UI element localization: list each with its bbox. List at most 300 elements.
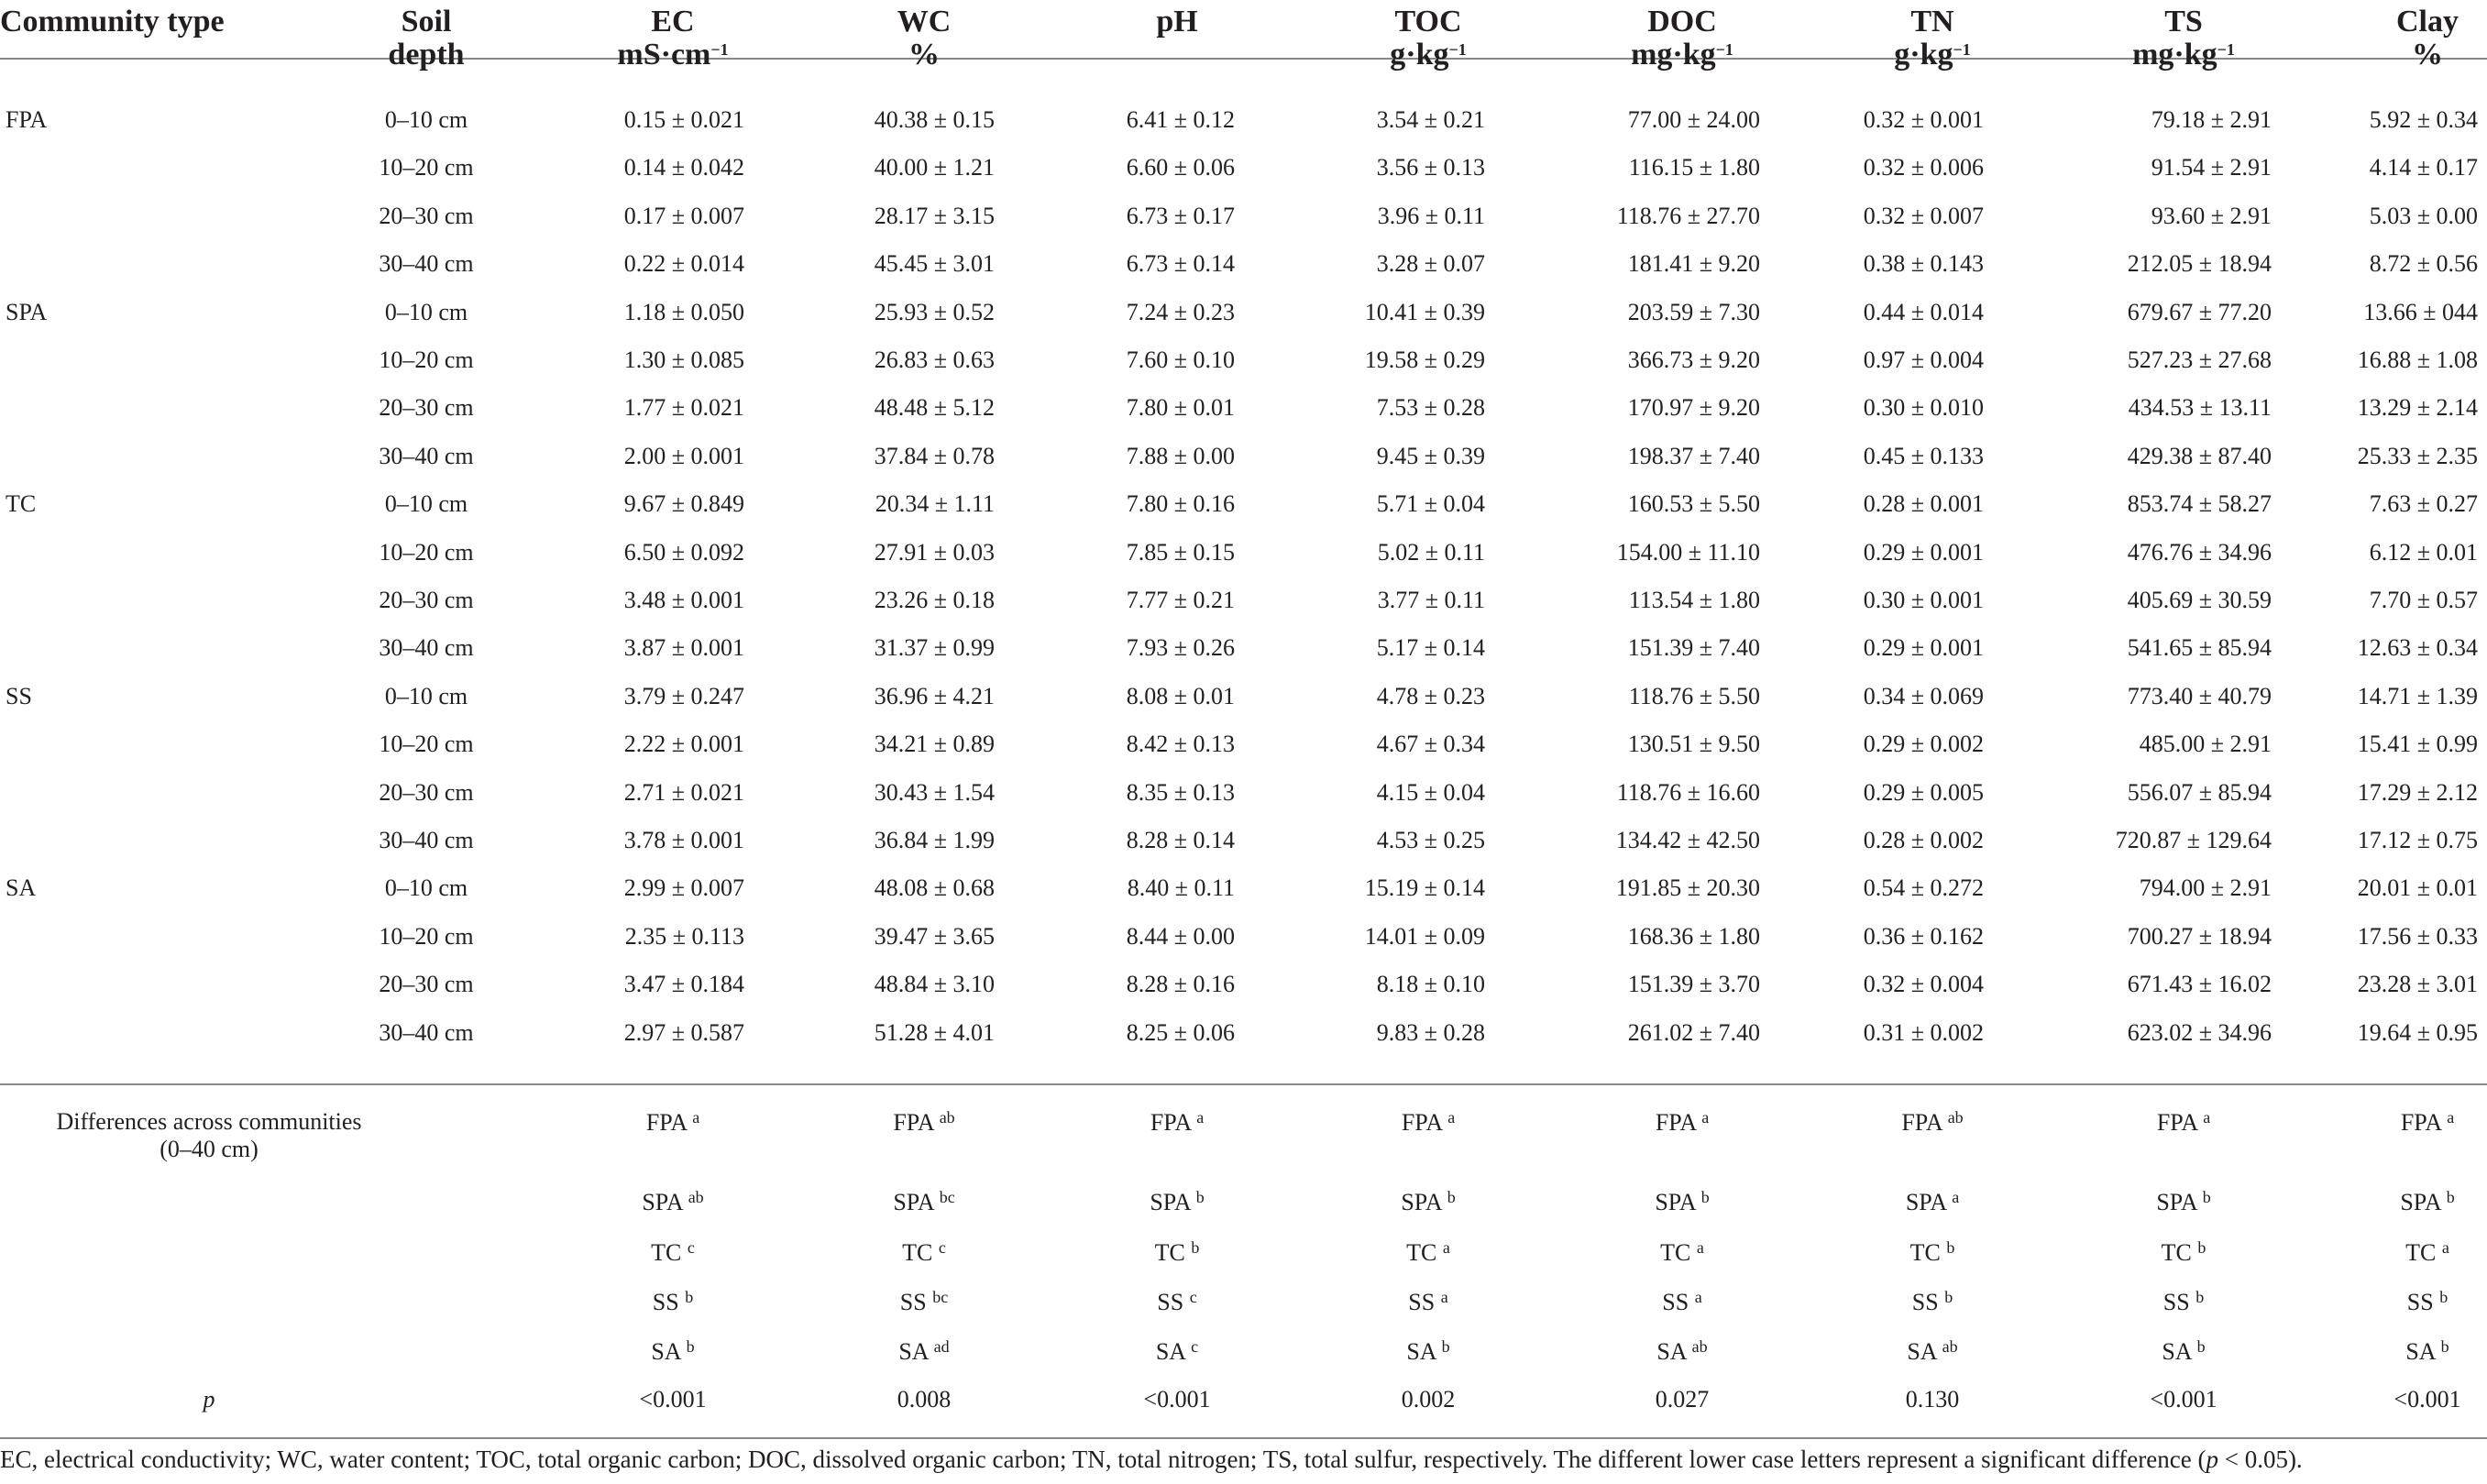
table-cell-tn: 0.45 ± 0.133 bbox=[1863, 442, 1984, 469]
significance-community: TC bbox=[902, 1239, 939, 1266]
header-ec-unit-exponent: −1 bbox=[710, 40, 729, 59]
table-cell-ph: 7.88 ± 0.00 bbox=[1126, 442, 1235, 469]
table-cell-toc: 15.19 ± 0.14 bbox=[1364, 874, 1485, 902]
header-toc bbox=[1390, 5, 1467, 71]
table-cell-wc: 30.43 ± 1.54 bbox=[874, 778, 995, 806]
header-community-line: Community type bbox=[0, 5, 225, 38]
significance-letter-cell bbox=[1912, 1289, 1953, 1316]
table-cell-doc: 77.00 ± 24.00 bbox=[1627, 106, 1760, 133]
significance-letter: a bbox=[1952, 1188, 1960, 1206]
table-cell-clay: 5.03 ± 0.00 bbox=[2369, 202, 2478, 229]
header-tn-line: TN bbox=[1910, 5, 1954, 38]
table-cell-ts: 720.87 ± 129.64 bbox=[2115, 827, 2272, 853]
table-cell-wc: 45.45 ± 3.01 bbox=[874, 250, 995, 278]
significance-letter: a bbox=[2441, 1238, 2449, 1257]
row-depth: 20–30 cm bbox=[379, 971, 474, 998]
table-cell-wc: 36.96 ± 4.21 bbox=[874, 682, 995, 709]
table-cell-ph: 8.28 ± 0.14 bbox=[1126, 827, 1235, 853]
significance-letter: b bbox=[1195, 1188, 1205, 1206]
table-cell-doc: 151.39 ± 3.70 bbox=[1627, 971, 1760, 998]
table-cell-ec: 0.17 ± 0.007 bbox=[623, 202, 744, 229]
table-cell-ts: 700.27 ± 18.94 bbox=[2127, 922, 2272, 950]
table-cell-ts: 429.38 ± 87.40 bbox=[2127, 442, 2272, 469]
row-depth: 0–10 cm bbox=[384, 298, 468, 325]
table-cell-clay: 17.12 ± 0.75 bbox=[2357, 827, 2478, 853]
table-cell-toc: 9.83 ± 0.28 bbox=[1376, 1018, 1485, 1046]
significance-letter: bc bbox=[932, 1288, 949, 1306]
table-cell-toc: 8.18 ± 0.10 bbox=[1376, 971, 1485, 998]
header-ec-line: EC bbox=[651, 5, 695, 38]
row-depth: 0–10 cm bbox=[384, 106, 468, 133]
p-value-cell: <0.001 bbox=[1143, 1386, 1211, 1413]
significance-community: SA bbox=[2162, 1338, 2197, 1365]
table-cell-wc: 48.08 ± 0.68 bbox=[874, 874, 995, 902]
significance-letter-cell bbox=[1156, 1338, 1198, 1366]
table-cell-clay: 5.92 ± 0.34 bbox=[2369, 106, 2478, 133]
p-value-cell: 0.008 bbox=[897, 1386, 952, 1413]
table-cell-tn: 0.38 ± 0.143 bbox=[1863, 250, 1984, 278]
significance-letter: c bbox=[1191, 1337, 1199, 1356]
p-value-cell: 0.002 bbox=[1401, 1386, 1456, 1413]
significance-letter-cell bbox=[1655, 1189, 1709, 1216]
row-community: SA bbox=[6, 874, 37, 902]
significance-letter: c bbox=[938, 1238, 946, 1257]
p-value-cell: <0.001 bbox=[639, 1386, 707, 1413]
significance-community: FPA bbox=[1401, 1109, 1448, 1136]
table-cell-ph: 8.35 ± 0.13 bbox=[1126, 778, 1235, 806]
significance-community: SS bbox=[1911, 1289, 1945, 1315]
header-depth-line: Soil bbox=[401, 5, 452, 38]
significance-community: SPA bbox=[1150, 1189, 1196, 1215]
table-cell-toc: 4.15 ± 0.04 bbox=[1376, 778, 1485, 806]
table-cell-ph: 7.80 ± 0.16 bbox=[1126, 490, 1235, 518]
header-tn-unit-exponent: −1 bbox=[1953, 40, 1971, 59]
table-cell-tn: 0.29 ± 0.001 bbox=[1863, 538, 1984, 566]
header-toc-unit-exponent: −1 bbox=[1448, 40, 1467, 59]
table-cell-ts: 212.05 ± 18.94 bbox=[2127, 250, 2272, 278]
significance-letter-cell bbox=[2162, 1239, 2206, 1267]
row-depth: 0–10 cm bbox=[384, 490, 468, 518]
table-cell-clay: 12.63 ± 0.34 bbox=[2357, 634, 2478, 662]
table-cell-doc: 151.39 ± 7.40 bbox=[1627, 634, 1760, 662]
significance-community: FPA bbox=[1655, 1109, 1702, 1136]
table-cell-tn: 0.32 ± 0.006 bbox=[1863, 154, 1984, 181]
table-cell-ts: 671.43 ± 16.02 bbox=[2127, 971, 2272, 998]
significance-letter: ab bbox=[1947, 1108, 1964, 1127]
significance-community: TC bbox=[1406, 1239, 1443, 1266]
significance-community: FPA bbox=[2156, 1109, 2204, 1136]
table-cell-ec: 9.67 ± 0.849 bbox=[623, 490, 744, 518]
differences-label-line: Differences across communities bbox=[56, 1108, 362, 1135]
header-doc bbox=[1631, 5, 1733, 71]
footnote-rule bbox=[0, 1437, 2487, 1439]
header-ts-line: TS bbox=[2164, 5, 2203, 38]
significance-letter-cell bbox=[1401, 1189, 1455, 1216]
significance-community: SPA bbox=[2400, 1189, 2447, 1215]
table-cell-ts: 527.23 ± 27.68 bbox=[2127, 346, 2272, 373]
table-cell-doc: 366.73 ± 9.20 bbox=[1627, 346, 1760, 373]
significance-letter-cell bbox=[651, 1338, 694, 1366]
table-cell-clay: 17.56 ± 0.33 bbox=[2357, 922, 2478, 950]
table-cell-ph: 8.25 ± 0.06 bbox=[1126, 1018, 1235, 1046]
header-depth-line: depth bbox=[388, 38, 465, 71]
header-ts-line: $mg\cdot kg^{-1}$ bbox=[2132, 38, 2235, 71]
table-cell-doc: 168.36 ± 1.80 bbox=[1627, 922, 1760, 950]
table-cell-ec: 3.79 ± 0.247 bbox=[623, 682, 744, 709]
table-cell-ts: 405.69 ± 30.59 bbox=[2127, 587, 2272, 613]
significance-letter: b bbox=[1946, 1238, 1955, 1257]
row-depth: 0–10 cm bbox=[384, 682, 468, 709]
significance-letter: a bbox=[1196, 1108, 1205, 1127]
table-cell-ph: 7.85 ± 0.15 bbox=[1126, 538, 1235, 566]
significance-letter: b bbox=[686, 1337, 695, 1356]
table-cell-tn: 0.97 ± 0.004 bbox=[1863, 346, 1984, 373]
significance-community: SPA bbox=[2156, 1189, 2203, 1215]
header-doc-unit-exponent: −1 bbox=[1715, 40, 1733, 59]
table-cell-ts: 93.60 ± 2.91 bbox=[2151, 202, 2272, 229]
significance-community: TC bbox=[2405, 1239, 2442, 1266]
table-cell-ph: 7.77 ± 0.21 bbox=[1126, 587, 1235, 613]
significance-letter: b bbox=[2446, 1188, 2455, 1206]
row-depth: 10–20 cm bbox=[379, 731, 474, 758]
significance-community: SPA bbox=[1655, 1189, 1701, 1215]
table-cell-tn: 0.30 ± 0.001 bbox=[1863, 587, 1984, 613]
row-depth: 30–40 cm bbox=[379, 1018, 474, 1046]
header-rule bbox=[0, 58, 2487, 60]
table-cell-tn: 0.32 ± 0.007 bbox=[1863, 202, 1984, 229]
row-depth: 20–30 cm bbox=[379, 394, 474, 422]
header-ph-line: pH bbox=[1156, 5, 1198, 38]
significance-letter: bc bbox=[939, 1188, 955, 1206]
table-cell-wc: 40.00 ± 1.21 bbox=[874, 154, 995, 181]
differences-label-line: (0–40 cm) bbox=[160, 1136, 259, 1162]
table-cell-tn: 0.32 ± 0.001 bbox=[1863, 106, 1984, 133]
table-cell-toc: 4.53 ± 0.25 bbox=[1376, 827, 1485, 853]
significance-letter: ab bbox=[688, 1188, 704, 1206]
table-cell-ph: 6.60 ± 0.06 bbox=[1126, 154, 1235, 181]
table-cell-ec: 3.47 ± 0.184 bbox=[623, 971, 744, 998]
header-ec bbox=[617, 5, 728, 71]
significance-letter-cell bbox=[642, 1189, 703, 1216]
significance-letter: a bbox=[1440, 1288, 1448, 1306]
header-wc bbox=[897, 5, 952, 71]
table-cell-clay: 20.01 ± 0.01 bbox=[2357, 874, 2478, 902]
significance-community: SS bbox=[1157, 1289, 1190, 1315]
table-cell-tn: 0.44 ± 0.014 bbox=[1863, 298, 1984, 325]
table-cell-ec: 2.97 ± 0.587 bbox=[623, 1018, 744, 1046]
significance-letter: a bbox=[1442, 1238, 1450, 1257]
header-ts bbox=[2132, 5, 2235, 71]
table-cell-toc: 3.54 ± 0.21 bbox=[1376, 106, 1485, 133]
table-cell-tn: 0.30 ± 0.010 bbox=[1863, 394, 1984, 422]
significance-community: SA bbox=[1907, 1338, 1942, 1365]
table-cell-clay: 19.64 ± 0.95 bbox=[2357, 1018, 2478, 1046]
row-community: FPA bbox=[6, 106, 48, 133]
significance-letter-cell bbox=[1155, 1239, 1200, 1267]
table-cell-ts: 794.00 ± 2.91 bbox=[2139, 874, 2272, 902]
significance-letter-cell bbox=[1406, 1239, 1450, 1267]
table-cell-doc: 181.41 ± 9.20 bbox=[1627, 250, 1760, 278]
header-tn-line: $g\cdot kg^{-1}$ bbox=[1894, 38, 1971, 71]
table-cell-ts: 434.53 ± 13.11 bbox=[2128, 394, 2272, 422]
significance-community: SS bbox=[899, 1289, 933, 1315]
row-depth: 30–40 cm bbox=[379, 827, 474, 853]
table-cell-toc: 10.41 ± 0.39 bbox=[1364, 298, 1485, 325]
table-cell-toc: 4.78 ± 0.23 bbox=[1376, 682, 1485, 709]
table-cell-ts: 853.74 ± 58.27 bbox=[2127, 490, 2272, 518]
header-clay-line: % bbox=[2412, 38, 2443, 71]
table-cell-ec: 2.71 ± 0.021 bbox=[623, 778, 744, 806]
table-cell-tn: 0.32 ± 0.004 bbox=[1863, 971, 1984, 998]
header-doc-line: $mg\cdot kg^{-1}$ bbox=[1631, 38, 1733, 71]
significance-community: FPA bbox=[1150, 1109, 1197, 1136]
table-cell-tn: 0.28 ± 0.002 bbox=[1863, 827, 1984, 853]
table-cell-clay: 23.28 ± 3.01 bbox=[2357, 971, 2478, 998]
significance-letter-cell bbox=[902, 1239, 946, 1267]
header-depth bbox=[388, 5, 464, 71]
significance-letter: c bbox=[1189, 1288, 1197, 1306]
table-cell-ec: 1.18 ± 0.050 bbox=[623, 298, 744, 325]
significance-letter-cell bbox=[1402, 1109, 1455, 1137]
row-depth: 10–20 cm bbox=[379, 346, 474, 373]
header-doc-line: DOC bbox=[1647, 5, 1717, 38]
significance-letter-cell bbox=[898, 1338, 949, 1366]
section-rule bbox=[0, 1083, 2487, 1085]
table-footnote: EC, electrical conductivity; WC, water content; TOC, total organic carbon; DOC, dissolved organic carbon; TN, total nitrogen; TS, total sulfur, respectively. The different lower case letters represent a significant difference (p < 0.05). bbox=[0, 1446, 2303, 1473]
significance-letter-cell bbox=[900, 1289, 948, 1316]
significance-community: SPA bbox=[1905, 1189, 1953, 1215]
significance-letter-cell bbox=[2163, 1289, 2204, 1316]
table-cell-toc: 5.17 ± 0.14 bbox=[1376, 634, 1485, 662]
table-cell-ec: 0.15 ± 0.021 bbox=[623, 106, 744, 133]
significance-community: SS bbox=[1662, 1289, 1695, 1315]
row-depth: 20–30 cm bbox=[379, 202, 474, 229]
table-cell-wc: 39.47 ± 3.65 bbox=[874, 922, 995, 950]
significance-letter-cell bbox=[2156, 1189, 2210, 1216]
significance-letter-cell bbox=[2162, 1338, 2205, 1366]
significance-community: FPA bbox=[2400, 1109, 2448, 1136]
significance-letter-cell bbox=[893, 1109, 954, 1137]
significance-community: SPA bbox=[893, 1189, 940, 1215]
table-cell-wc: 51.28 ± 4.01 bbox=[874, 1018, 995, 1046]
significance-letter: a bbox=[2447, 1108, 2455, 1127]
significance-letter: b bbox=[1441, 1337, 1450, 1356]
significance-letter: a bbox=[692, 1108, 700, 1127]
row-depth: 30–40 cm bbox=[379, 250, 474, 278]
p-value-label: p bbox=[203, 1386, 215, 1413]
header-ec-line: $mS\cdot cm^{-1}$ bbox=[617, 38, 729, 71]
table-cell-tn: 0.28 ± 0.001 bbox=[1863, 490, 1984, 518]
table-cell-clay: 8.72 ± 0.56 bbox=[2369, 250, 2478, 278]
table-cell-doc: 160.53 ± 5.50 bbox=[1627, 490, 1760, 518]
table-cell-wc: 27.91 ± 0.03 bbox=[874, 538, 995, 566]
significance-community: TC bbox=[2161, 1239, 2198, 1266]
significance-letter: b bbox=[1191, 1238, 1200, 1257]
significance-letter: a bbox=[1701, 1108, 1710, 1127]
significance-letter-cell bbox=[1656, 1109, 1709, 1137]
table-cell-ph: 7.80 ± 0.01 bbox=[1126, 394, 1235, 422]
table-cell-wc: 34.21 ± 0.89 bbox=[874, 731, 995, 758]
significance-letter-cell bbox=[1907, 1338, 1957, 1366]
row-depth: 10–20 cm bbox=[379, 154, 474, 181]
significance-letter-cell bbox=[1906, 1189, 1959, 1216]
header-wc-line: % bbox=[908, 38, 940, 71]
table-cell-doc: 134.42 ± 42.50 bbox=[1615, 827, 1760, 853]
significance-letter: a bbox=[1694, 1288, 1702, 1306]
table-cell-ph: 6.73 ± 0.17 bbox=[1126, 202, 1235, 229]
table-cell-ec: 3.48 ± 0.001 bbox=[623, 587, 744, 613]
table-cell-doc: 154.00 ± 11.10 bbox=[1616, 538, 1760, 566]
significance-community: SA bbox=[1656, 1338, 1692, 1365]
significance-community: SA bbox=[651, 1338, 687, 1365]
significance-community: SPA bbox=[642, 1189, 688, 1215]
table-cell-ec: 6.50 ± 0.092 bbox=[623, 538, 744, 566]
significance-letter-cell bbox=[1660, 1239, 1704, 1267]
significance-letter-cell bbox=[1150, 1189, 1204, 1216]
table-cell-doc: 198.37 ± 7.40 bbox=[1627, 442, 1760, 469]
table-cell-doc: 261.02 ± 7.40 bbox=[1627, 1018, 1760, 1046]
table-cell-ec: 2.22 ± 0.001 bbox=[623, 731, 744, 758]
significance-letter: b bbox=[1944, 1288, 1953, 1306]
table-cell-wc: 36.84 ± 1.99 bbox=[874, 827, 995, 853]
significance-community: SS bbox=[2406, 1289, 2440, 1315]
table-cell-wc: 20.34 ± 1.11 bbox=[875, 490, 995, 518]
significance-letter-cell bbox=[1408, 1289, 1447, 1316]
significance-letter: b bbox=[2196, 1337, 2206, 1356]
table-cell-clay: 25.33 ± 2.35 bbox=[2357, 442, 2478, 469]
table-cell-tn: 0.54 ± 0.272 bbox=[1863, 874, 1984, 902]
table-cell-wc: 48.48 ± 5.12 bbox=[874, 394, 995, 422]
table-cell-toc: 9.45 ± 0.39 bbox=[1376, 442, 1485, 469]
table-cell-ph: 7.24 ± 0.23 bbox=[1126, 298, 1235, 325]
table-cell-ec: 0.14 ± 0.042 bbox=[623, 154, 744, 181]
significance-letter-cell bbox=[2157, 1109, 2210, 1137]
significance-community: FPA bbox=[1901, 1109, 1948, 1136]
table-cell-doc: 191.85 ± 20.30 bbox=[1615, 874, 1760, 902]
significance-letter: b bbox=[2197, 1238, 2206, 1257]
table-cell-toc: 14.01 ± 0.09 bbox=[1364, 922, 1485, 950]
table-cell-wc: 40.38 ± 0.15 bbox=[874, 106, 995, 133]
significance-community: TC bbox=[1660, 1239, 1697, 1266]
significance-letter-cell bbox=[1406, 1338, 1449, 1366]
header-clay-line: Clay bbox=[2396, 5, 2459, 38]
table-cell-clay: 14.71 ± 1.39 bbox=[2357, 682, 2478, 709]
table-cell-tn: 0.29 ± 0.001 bbox=[1863, 634, 1984, 662]
significance-community: FPA bbox=[645, 1109, 693, 1136]
significance-community: TC bbox=[651, 1239, 688, 1266]
significance-community: SPA bbox=[1401, 1189, 1447, 1215]
row-depth: 0–10 cm bbox=[384, 874, 468, 902]
significance-letter-cell bbox=[893, 1189, 954, 1216]
table-cell-ph: 6.41 ± 0.12 bbox=[1126, 106, 1235, 133]
table-cell-ts: 679.67 ± 77.20 bbox=[2127, 298, 2272, 325]
table-cell-doc: 116.15 ± 1.80 bbox=[1628, 154, 1760, 181]
table-cell-ec: 2.35 ± 0.113 bbox=[624, 922, 744, 950]
row-community: SS bbox=[6, 682, 32, 709]
header-tn bbox=[1894, 5, 1971, 71]
row-depth: 30–40 cm bbox=[379, 442, 474, 469]
table-cell-ec: 3.78 ± 0.001 bbox=[623, 827, 744, 853]
p-value-cell: <0.001 bbox=[2393, 1386, 2461, 1413]
differences-label bbox=[56, 1108, 361, 1163]
significance-letter: b bbox=[2202, 1188, 2211, 1206]
table-cell-ec: 1.30 ± 0.085 bbox=[623, 346, 744, 373]
table-cell-clay: 7.63 ± 0.27 bbox=[2369, 490, 2478, 518]
table-cell-ph: 8.42 ± 0.13 bbox=[1126, 731, 1235, 758]
table-cell-clay: 6.12 ± 0.01 bbox=[2369, 538, 2478, 566]
table-cell-toc: 3.28 ± 0.07 bbox=[1376, 250, 1485, 278]
significance-letter-cell bbox=[653, 1289, 693, 1316]
table-cell-clay: 16.88 ± 1.08 bbox=[2357, 346, 2478, 373]
table-cell-tn: 0.29 ± 0.005 bbox=[1863, 778, 1984, 806]
significance-letter-cell bbox=[2401, 1109, 2454, 1137]
significance-community: SS bbox=[652, 1289, 686, 1315]
table-cell-clay: 15.41 ± 0.99 bbox=[2357, 731, 2478, 758]
table-cell-ts: 91.54 ± 2.91 bbox=[2151, 154, 2272, 181]
table-cell-toc: 3.56 ± 0.13 bbox=[1376, 154, 1485, 181]
table-cell-tn: 0.29 ± 0.002 bbox=[1863, 731, 1984, 758]
significance-letter: b bbox=[1700, 1188, 1710, 1206]
table-cell-ph: 8.40 ± 0.11 bbox=[1127, 874, 1235, 902]
significance-letter: a bbox=[2203, 1108, 2211, 1127]
significance-letter: ab bbox=[1691, 1337, 1708, 1356]
significance-community: TC bbox=[1154, 1239, 1192, 1266]
significance-letter-cell bbox=[2400, 1189, 2454, 1216]
row-community: TC bbox=[6, 490, 37, 518]
significance-letter-cell bbox=[2407, 1289, 2448, 1316]
table-cell-wc: 25.93 ± 0.52 bbox=[874, 298, 995, 325]
significance-letter-cell bbox=[2405, 1239, 2449, 1267]
significance-letter: ab bbox=[1942, 1337, 1958, 1356]
significance-letter: b bbox=[1447, 1188, 1456, 1206]
significance-letter-cell bbox=[651, 1239, 695, 1267]
table-cell-ph: 7.60 ± 0.10 bbox=[1126, 346, 1235, 373]
table-cell-ts: 79.18 ± 2.91 bbox=[2151, 106, 2272, 133]
table-cell-ec: 2.99 ± 0.007 bbox=[623, 874, 744, 902]
table-cell-ph: 8.28 ± 0.16 bbox=[1126, 971, 1235, 998]
table-cell-wc: 26.83 ± 0.63 bbox=[874, 346, 995, 373]
significance-letter: b bbox=[685, 1288, 694, 1306]
table-cell-toc: 4.67 ± 0.34 bbox=[1376, 731, 1485, 758]
row-depth: 10–20 cm bbox=[379, 538, 474, 566]
row-depth: 30–40 cm bbox=[379, 634, 474, 662]
header-ts-unit-exponent: −1 bbox=[2217, 40, 2235, 59]
table-cell-ts: 541.65 ± 85.94 bbox=[2127, 634, 2272, 662]
table-cell-ph: 7.93 ± 0.26 bbox=[1126, 634, 1235, 662]
table-cell-ts: 485.00 ± 2.91 bbox=[2139, 731, 2272, 758]
significance-letter: c bbox=[687, 1238, 695, 1257]
significance-letter: a bbox=[1447, 1108, 1456, 1127]
header-wc-line: WC bbox=[897, 5, 952, 38]
p-value-cell: <0.001 bbox=[2150, 1386, 2217, 1413]
table-cell-wc: 48.84 ± 3.10 bbox=[874, 971, 995, 998]
table-cell-ph: 8.44 ± 0.00 bbox=[1126, 922, 1235, 950]
significance-community: SS bbox=[1408, 1289, 1441, 1315]
header-community bbox=[0, 5, 225, 38]
significance-letter: ad bbox=[933, 1337, 950, 1356]
table-cell-doc: 118.76 ± 16.60 bbox=[1616, 778, 1760, 806]
table-cell-clay: 4.14 ± 0.17 bbox=[2369, 154, 2478, 181]
table-cell-wc: 23.26 ± 0.18 bbox=[874, 587, 995, 613]
table-cell-doc: 203.59 ± 7.30 bbox=[1627, 298, 1760, 325]
significance-letter-cell bbox=[1662, 1289, 1701, 1316]
table-cell-ts: 556.07 ± 85.94 bbox=[2127, 778, 2272, 806]
table-cell-ec: 3.87 ± 0.001 bbox=[623, 634, 744, 662]
significance-letter-cell bbox=[646, 1109, 699, 1137]
significance-letter: b bbox=[2195, 1288, 2205, 1306]
table-cell-ec: 1.77 ± 0.021 bbox=[623, 394, 744, 422]
table-cell-doc: 130.51 ± 9.50 bbox=[1627, 731, 1760, 758]
